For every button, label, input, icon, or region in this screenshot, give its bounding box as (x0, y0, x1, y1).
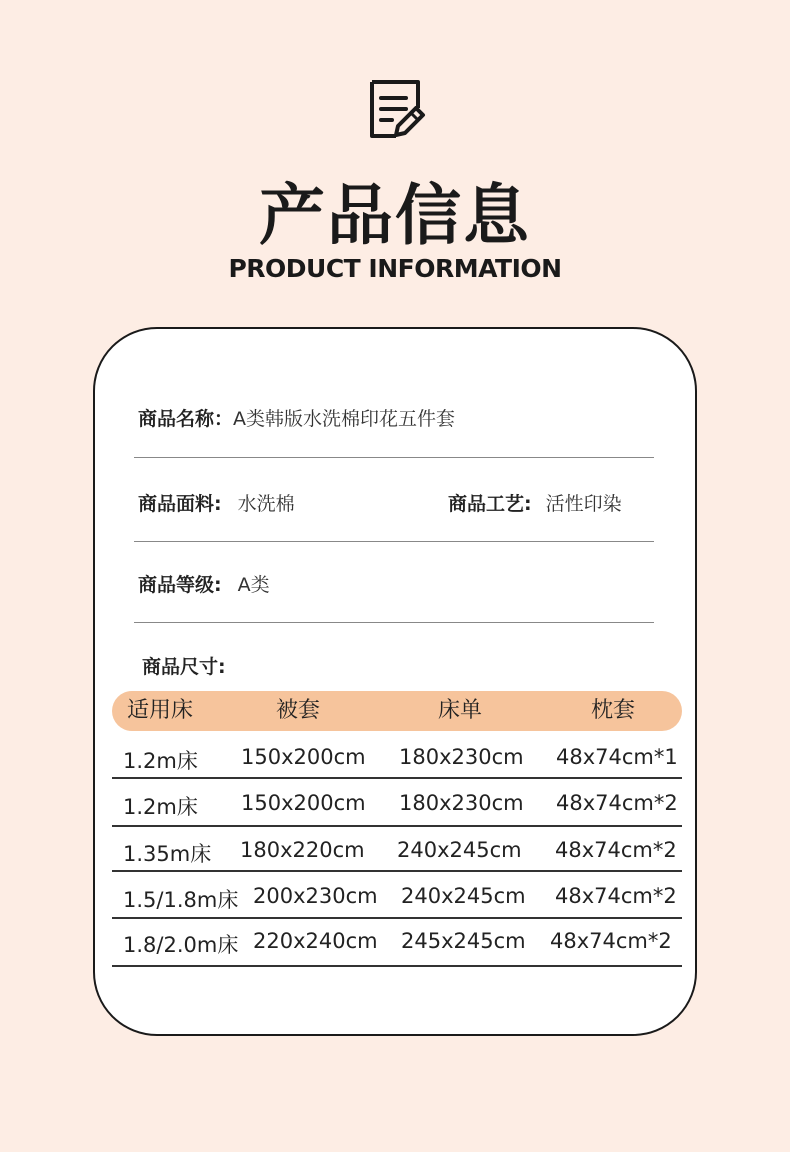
table-cell: 220x240cm (253, 929, 378, 953)
product-name-value: A类韩版水洗棉印花五件套 (233, 408, 456, 430)
grade-label: 商品等级: (138, 574, 222, 596)
header-sheet: 床单 (438, 698, 483, 723)
header-pillowcase: 枕套 (591, 698, 636, 723)
table-cell: 1.35m床 (123, 842, 212, 866)
table-cell: 245x245cm (401, 929, 526, 953)
table-cell: 48x74cm*2 (550, 929, 672, 953)
page-title: 产品信息 (259, 177, 531, 254)
table-cell: 150x200cm (241, 791, 366, 815)
table-row-divider (112, 777, 682, 779)
table-cell: 240x245cm (401, 884, 526, 908)
divider (134, 622, 654, 623)
table-row-divider (112, 965, 682, 967)
size-label: 商品尺寸: (142, 656, 226, 678)
table-cell: 1.2m床 (123, 795, 198, 819)
product-name-label: 商品名称： (138, 408, 234, 430)
craft-value: 活性印染 (545, 493, 622, 515)
table-cell: 48x74cm*2 (556, 791, 678, 815)
header-bed: 适用床 (127, 698, 194, 723)
table-cell: 48x74cm*1 (556, 745, 678, 769)
fabric-row (138, 489, 295, 516)
craft-label: 商品工艺: (448, 493, 532, 515)
table-cell: 1.8/2.0m床 (123, 933, 239, 957)
divider (134, 541, 654, 542)
table-cell: 180x220cm (240, 838, 365, 862)
table-cell: 180x230cm (399, 745, 524, 769)
edit-document-icon (366, 78, 426, 140)
grade-value: A类 (237, 574, 270, 596)
table-row-divider (112, 917, 682, 919)
table-cell: 240x245cm (397, 838, 522, 862)
table-cell: 48x74cm*2 (555, 838, 677, 862)
table-cell: 200x230cm (253, 884, 378, 908)
fabric-value: 水洗棉 (237, 493, 295, 515)
page-subtitle: PRODUCT INFORMATION (228, 254, 562, 283)
product-name-row (138, 404, 455, 431)
table-row-divider (112, 870, 682, 872)
table-row-divider (112, 825, 682, 827)
table-cell: 1.2m床 (123, 749, 198, 773)
table-cell: 1.5/1.8m床 (123, 888, 239, 912)
table-cell: 180x230cm (399, 791, 524, 815)
table-cell: 48x74cm*2 (555, 884, 677, 908)
header-duvet: 被套 (276, 698, 321, 723)
fabric-label: 商品面料: (138, 493, 222, 515)
craft-row (448, 489, 622, 516)
divider (134, 457, 654, 458)
table-cell: 150x200cm (241, 745, 366, 769)
size-table-header (112, 691, 682, 731)
grade-row (138, 570, 270, 597)
